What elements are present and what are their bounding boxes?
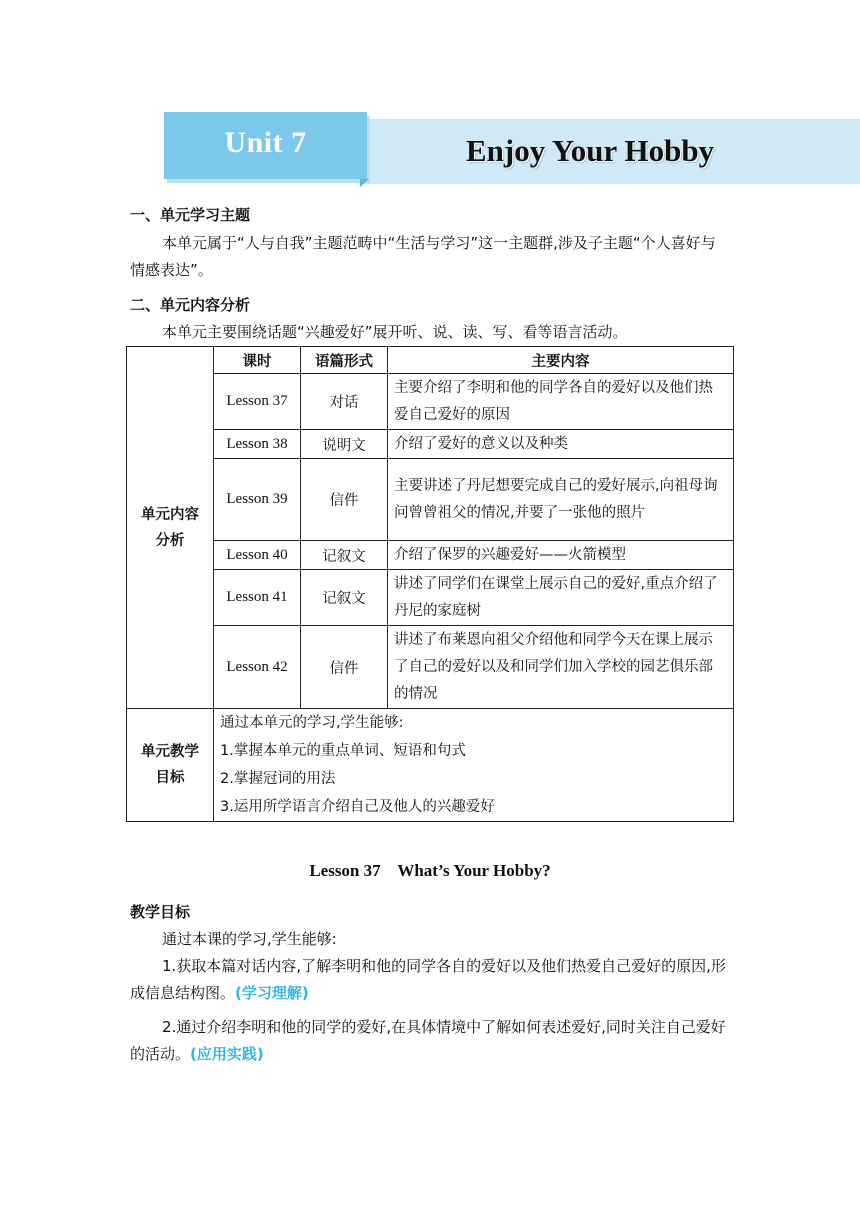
lesson-cell: Lesson 41 — [214, 570, 301, 626]
badge-fold-decoration — [360, 179, 369, 187]
header-form: 语篇形式 — [301, 347, 388, 374]
table-row — [127, 541, 734, 570]
goal-item: 2.掌握冠词的用法 — [220, 771, 336, 787]
section2-text: 本单元主要围绕话题“兴趣爱好”展开听、说、读、写、看等语言活动。 — [162, 323, 628, 341]
lesson-cell: Lesson 38 — [214, 430, 301, 459]
goals-row — [127, 709, 734, 822]
objective-2 — [130, 1014, 730, 1068]
category-label: 单元内容分析 — [141, 506, 199, 549]
content-cell: 介绍了爱好的意义以及种类 — [388, 430, 734, 459]
lesson-cell: Lesson 42 — [214, 626, 301, 709]
objective-2-text: 2.通过介绍李明和他的同学的爱好,在具体情境中了解如何表述爱好,同时关注自己爱好的活动。 — [130, 1018, 726, 1063]
section2-heading: 二、单元内容分析 — [130, 296, 251, 314]
content-cell: 主要讲述了丹尼想要完成自己的爱好展示,向祖母询问曾曾祖父的情况,并要了一张他的照片 — [388, 459, 734, 541]
goal-item: 3.运用所学语言介绍自己及他人的兴趣爱好 — [220, 799, 495, 815]
table-header-row — [127, 347, 734, 374]
unit-content-table — [126, 346, 734, 822]
category-cell — [127, 347, 214, 709]
lesson-title: Lesson 37 What’s Your Hobby? — [309, 861, 551, 880]
goals-intro: 通过本单元的学习,学生能够: — [220, 715, 404, 731]
section1-text: 本单元属于“人与自我”主题范畴中“生活与学习”这一主题群,涉及子主题“个人喜好与情感表达”。 — [130, 234, 716, 279]
unit-title: Enjoy Your Hobby — [466, 133, 715, 168]
form-cell: 信件 — [301, 459, 388, 541]
objective-1-text: 1.获取本篇对话内容,了解李明和他的同学各自的爱好以及他们热爱自己爱好的原因,形成信息结构图。 — [130, 957, 726, 1002]
form-cell: 对话 — [301, 374, 388, 430]
goals-label: 单元教学目标 — [141, 744, 199, 786]
goals-cell — [214, 709, 734, 822]
table-row — [127, 570, 734, 626]
objectives-heading: 教学目标 — [130, 903, 191, 921]
table-row — [127, 459, 734, 541]
form-cell: 记叙文 — [301, 570, 388, 626]
section1-heading: 一、单元学习主题 — [130, 206, 251, 224]
form-cell: 信件 — [301, 626, 388, 709]
content-cell: 讲述了布莱恩向祖父介绍他和同学今天在课上展示了自己的爱好以及和同学们加入学校的园艺俱乐部的情况 — [388, 626, 734, 709]
table-row — [127, 626, 734, 709]
objective-1-tag: (学习理解) — [235, 984, 309, 1002]
unit-label: Unit 7 — [224, 126, 307, 159]
goals-label-cell — [127, 709, 214, 822]
table-row — [127, 374, 734, 430]
form-cell: 记叙文 — [301, 541, 388, 570]
content-cell: 介绍了保罗的兴趣爱好——火箭模型 — [388, 541, 734, 570]
content-cell: 讲述了同学们在课堂上展示自己的爱好,重点介绍了丹尼的家庭树 — [388, 570, 734, 626]
objective-1 — [130, 953, 730, 1007]
header-lesson: 课时 — [214, 347, 301, 374]
lesson-cell: Lesson 39 — [214, 459, 301, 541]
lesson-cell: Lesson 40 — [214, 541, 301, 570]
unit-badge — [164, 112, 367, 179]
objectives-intro: 通过本课的学习,学生能够: — [162, 930, 337, 948]
table-row — [127, 430, 734, 459]
goal-item: 1.掌握本单元的重点单词、短语和句式 — [220, 743, 466, 759]
form-cell: 说明文 — [301, 430, 388, 459]
content-cell: 主要介绍了李明和他的同学各自的爱好以及他们热爱自己爱好的原因 — [388, 374, 734, 430]
header-content: 主要内容 — [388, 347, 734, 374]
objective-2-tag: (应用实践) — [190, 1045, 264, 1063]
lesson-cell: Lesson 37 — [214, 374, 301, 430]
